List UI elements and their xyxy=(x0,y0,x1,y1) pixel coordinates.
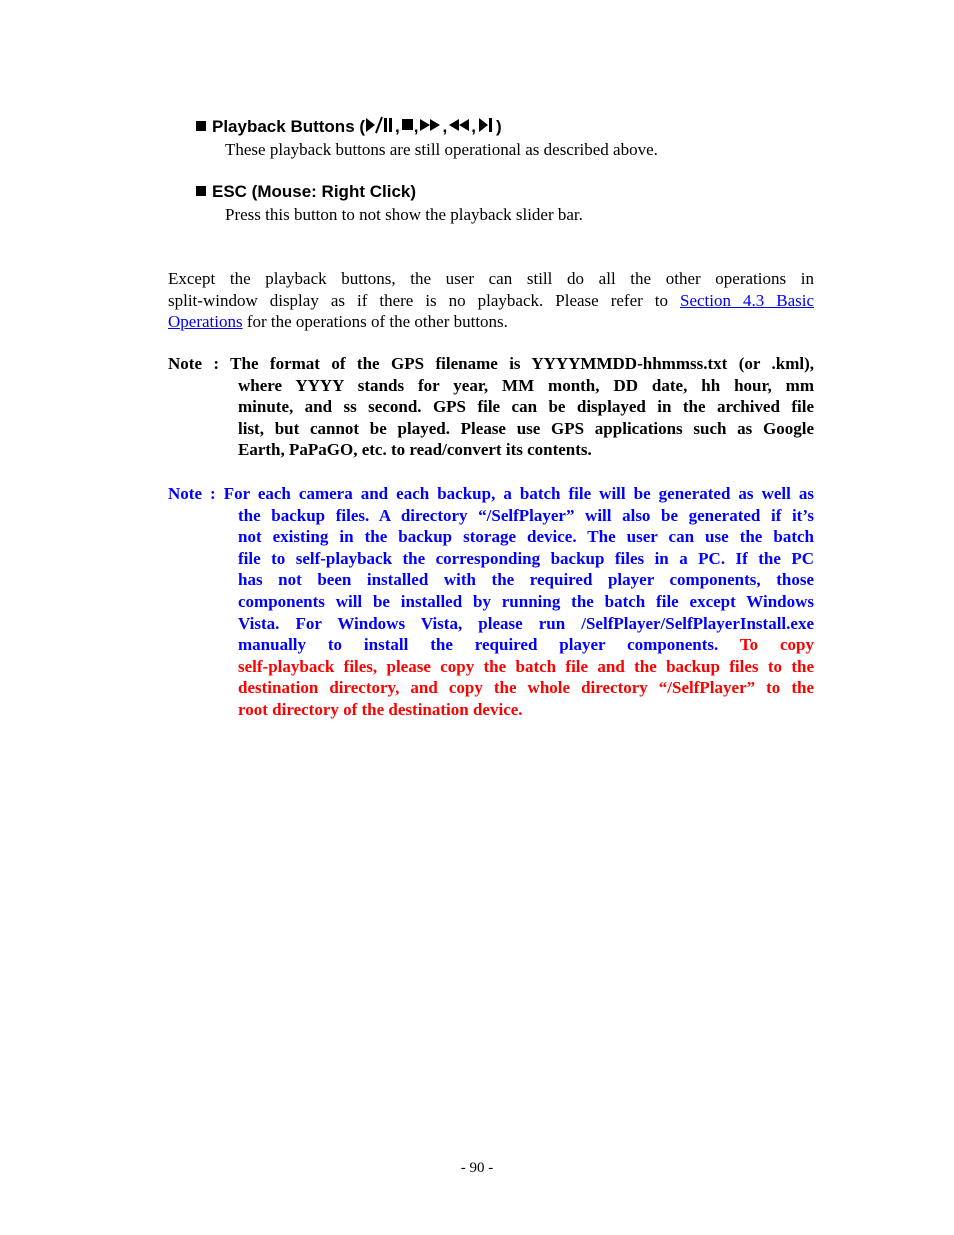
paragraph-line: split-window display as if there is no playback. Please refer to Section 4.3 Basic xyxy=(168,290,815,310)
rewind-icon xyxy=(447,116,471,134)
section-link[interactable]: Section 4.3 Basic xyxy=(680,290,815,310)
note-label: Note : xyxy=(168,484,224,503)
note-line: self-playback files, please copy the batch file and the backup files to the xyxy=(238,656,814,676)
bullet-description: Press this button to not show the playback slider bar. xyxy=(225,205,583,224)
note-line: root directory of the destination device. xyxy=(238,699,523,719)
square-bullet-icon xyxy=(196,121,206,131)
note-line: where YYYY stands for year, MM month, DD date, hh hour, mm xyxy=(238,375,814,395)
note-line: minute, and ss second. GPS file can be displayed in the archived file xyxy=(238,397,814,417)
bullet-heading-esc xyxy=(196,181,416,203)
note-line: manually to install the required player components. To copy xyxy=(238,635,814,655)
square-bullet-icon xyxy=(196,186,206,196)
body-paragraph xyxy=(168,268,814,333)
bullet-description: These playback buttons are still operational as described above. xyxy=(225,140,658,159)
note-line: Note : For each camera and each backup, a batch file will be generated as well as xyxy=(168,484,814,503)
note-line: the backup files. A directory “/SelfPlayer” will also be generated if it’s xyxy=(238,505,814,525)
section-link-continued[interactable]: Operations xyxy=(168,312,243,331)
playback-icons: , , , , xyxy=(365,117,496,136)
note-line: has not been installed with the required player components, those xyxy=(238,570,814,590)
fast-forward-icon xyxy=(419,116,443,134)
note-backup xyxy=(168,483,814,721)
note-line: not existing in the backup storage device. The user can use the batch xyxy=(238,527,814,547)
page-number: - 90 - xyxy=(460,1160,494,1176)
note-line: Earth, PaPaGO, etc. to read/convert its contents. xyxy=(238,440,592,460)
note-gps xyxy=(168,353,814,461)
paragraph-line: Operations for the operations of the other buttons. xyxy=(168,312,508,331)
stop-icon xyxy=(400,116,414,134)
note-line: components will be installed by running the batch file except Windows xyxy=(238,591,814,611)
note-line: Note : The format of the GPS filename is YYYYMMDD-hhmmss.txt (or .kml), xyxy=(168,354,814,373)
note-line: Vista. For Windows Vista, please run /SelfPlayer/SelfPlayerInstall.exe xyxy=(238,613,814,633)
heading-text: Playback Buttons ( xyxy=(212,117,366,136)
note-line: file to self-playback the corresponding backup files in a PC. If the PC xyxy=(238,548,814,568)
paragraph-line: Except the playback buttons, the user can still do all the other operations in xyxy=(168,269,814,288)
note-label: Note : xyxy=(168,354,231,373)
bullet-heading-playback-buttons: Playback Buttons ( , , , , ) xyxy=(196,116,502,138)
note-line: destination directory, and copy the whole directory “/SelfPlayer” to the xyxy=(238,678,814,698)
step-forward-icon xyxy=(476,116,496,134)
note-line: list, but cannot be played. Please use GPS applications such as Google xyxy=(238,418,814,438)
play-pause-icon xyxy=(365,116,395,134)
heading-text: ESC (Mouse: Right Click) xyxy=(212,182,417,201)
